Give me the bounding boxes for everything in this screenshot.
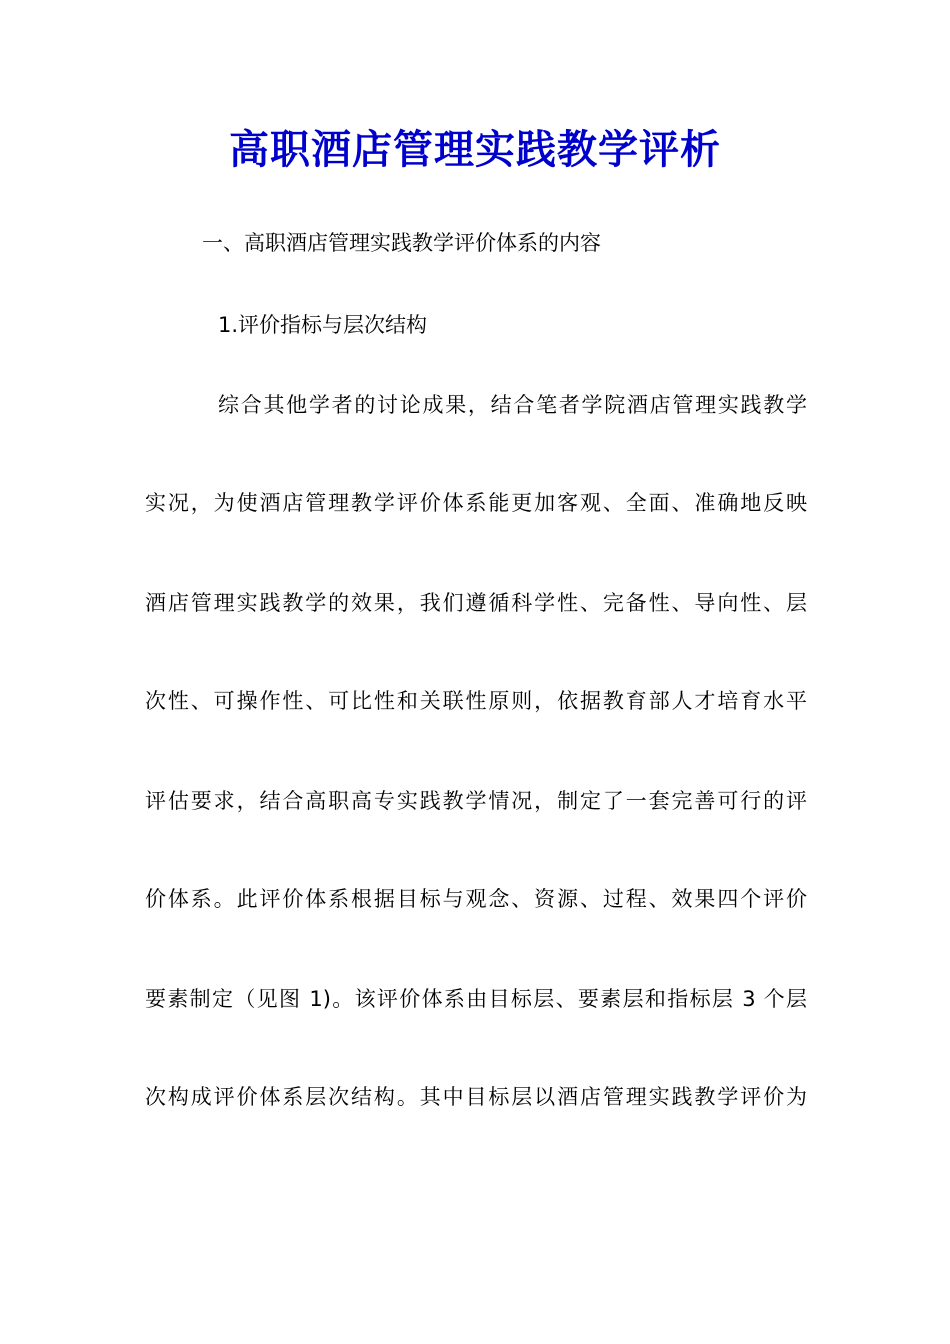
section-heading: 一、高职酒店管理实践教学评价体系的内容 [202,231,601,255]
paragraph-line: 次构成评价体系层次结构。其中目标层以酒店管理实践教学评价为 [145,1085,807,1109]
sub-heading: 1.评价指标与层次结构 [218,313,428,337]
document-title: 高职酒店管理实践教学评析 [229,126,721,173]
paragraph-line: 酒店管理实践教学的效果，我们遵循科学性、完备性、导向性、层 [145,591,807,615]
paragraph-line: 要素制定（见图 1)。该评价体系由目标层、要素层和指标层 3 个层 [145,987,807,1011]
paragraph-line: 综合其他学者的讨论成果，结合笔者学院酒店管理实践教学 [218,393,807,417]
paragraph-line: 次性、可操作性、可比性和关联性原则，依据教育部人才培育水平 [145,689,807,713]
paragraph-line: 评估要求，结合高职高专实践教学情况，制定了一套完善可行的评 [145,789,807,813]
paragraph-line: 实况，为使酒店管理教学评价体系能更加客观、全面、准确地反映 [145,491,807,515]
paragraph-line: 价体系。此评价体系根据目标与观念、资源、过程、效果四个评价 [145,887,807,911]
